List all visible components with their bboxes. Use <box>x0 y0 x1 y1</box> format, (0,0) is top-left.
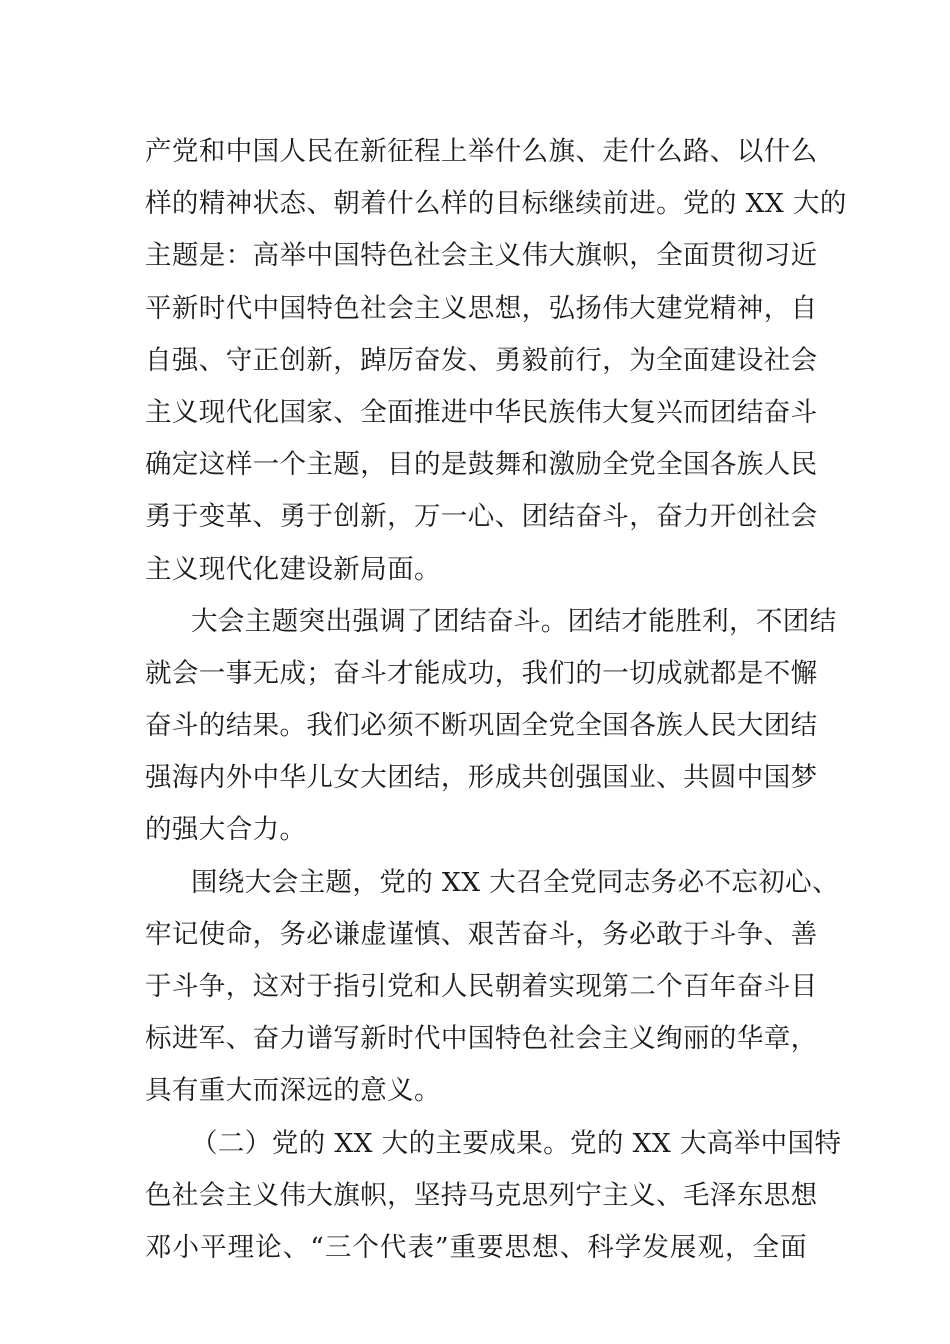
paragraph-theme <box>145 126 847 596</box>
text-line: 牢记使命，务必谦虚谨慎、艰苦奋斗，务必敢于斗争、善 <box>145 918 818 950</box>
document-body <box>145 126 847 1274</box>
text-line: 确定这样一个主题，目的是鼓舞和激励全党全国各族人民 <box>145 449 818 481</box>
text-line: 样的精神状态、朝着什么样的目标继续前进。党的 XX 大的 <box>145 188 847 220</box>
text-line: 自强、守正创新，踔厉奋发、勇毅前行，为全面建设社会 <box>145 344 818 376</box>
text-line: 具有重大而深远的意义。 <box>145 1075 441 1107</box>
text-line: 大会主题突出强调了团结奋斗。团结才能胜利，不团结 <box>191 605 837 637</box>
text-line: 于斗争，这对于指引党和人民朝着实现第二个百年奋斗目 <box>145 971 818 1002</box>
paragraph-call <box>145 857 839 1118</box>
text-line: 强海内外中华儿女大团结，形成共创强国业、共圆中国梦 <box>145 762 818 794</box>
text-line: 的强大合力。 <box>145 814 307 846</box>
paragraph-unity <box>145 596 837 857</box>
text-line: 勇于变革、勇于创新，万一心、团结奋斗，奋力开创社会 <box>145 501 818 533</box>
text-line: 围绕大会主题，党的 XX 大召全党同志务必不忘初心、 <box>191 866 839 898</box>
text-line: 邓小平理论、“三个代表”重要思想、科学发展观，全面 <box>145 1231 807 1263</box>
text-line: 就会一事无成；奋斗才能成功，我们的一切成就都是不懈 <box>145 657 818 689</box>
text-line: 主义现代化国家、全面推进中华民族伟大复兴而团结奋斗 <box>145 396 818 428</box>
text-line: （二）党的 XX 大的主要成果。党的 XX 大高举中国特 <box>191 1127 842 1159</box>
text-line: 色社会主义伟大旗帜，坚持马克思列宁主义、毛泽东思想 <box>145 1179 818 1211</box>
paragraph-achievements <box>145 1118 842 1275</box>
text-line: 主义现代化建设新局面。 <box>145 553 441 585</box>
text-line: 标进军、奋力谱写新时代中国特色社会主义绚丽的华章， <box>145 1023 818 1055</box>
text-line: 平新时代中国特色社会主义思想，弘扬伟大建党精神，自 <box>145 292 818 324</box>
text-line: 产党和中国人民在新征程上举什么旗、走什么路、以什么 <box>145 136 818 167</box>
text-line: 奋斗的结果。我们必须不断巩固全党全国各族人民大团结 <box>145 710 818 742</box>
text-line: 主题是：高举中国特色社会主义伟大旗帜，全面贯彻习近 <box>145 240 818 272</box>
